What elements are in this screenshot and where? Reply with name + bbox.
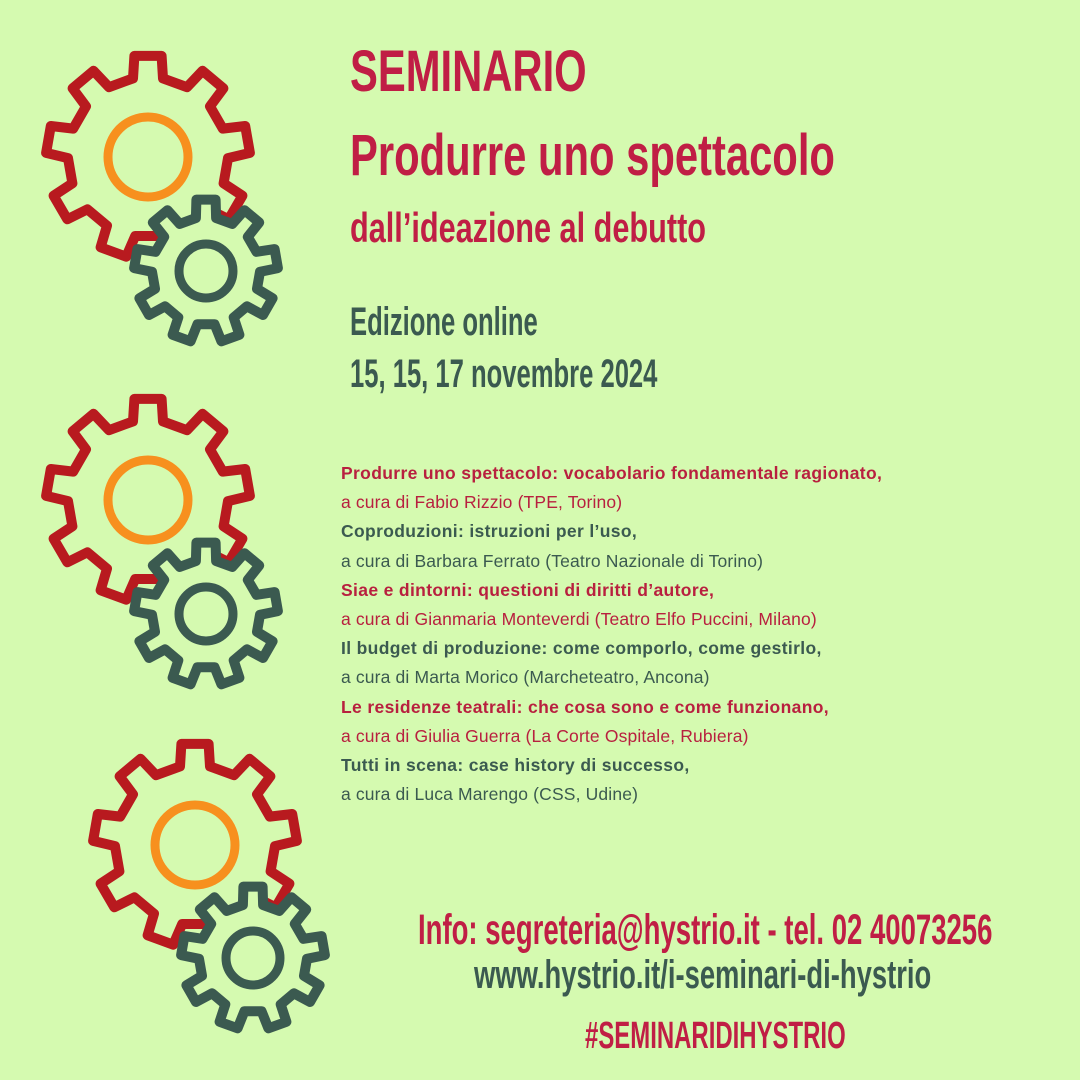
program-item xyxy=(341,636,1061,694)
program-item-title: Le residenze teatrali: che cosa sono e come funzionano, xyxy=(341,696,829,717)
program-item xyxy=(341,695,1061,753)
gear-pair-bottom-svg xyxy=(0,0,340,1080)
page-subtitle: dall’ideazione al debutto xyxy=(350,204,707,251)
program-item-curator: a cura di Luca Marengo (CSS, Udine) xyxy=(341,784,639,805)
gear-hub xyxy=(155,805,235,885)
program-item xyxy=(341,461,1061,519)
program-item-curator: a cura di Giulia Guerra (La Corte Ospitale, Rubiera) xyxy=(341,725,749,746)
small-gear-icon xyxy=(181,887,325,1029)
program-item-curator: a cura di Barbara Ferrato (Teatro Nazionale di Torino) xyxy=(341,550,764,571)
program-item-title: Produrre uno spettacolo: vocabolario fondamentale ragionato, xyxy=(341,463,883,483)
program-item xyxy=(341,753,1061,811)
program-item-title: Siae e dintorni: questioni di diritti d’autore, xyxy=(341,579,715,600)
program-item-curator: a cura di Marta Morico (Marcheteatro, Ancona) xyxy=(341,667,710,688)
seminar-label: SEMINARIO xyxy=(350,39,587,104)
program-item-curator: a cura di Gianmaria Monteverdi (Teatro Elfo Puccini, Milano) xyxy=(341,608,817,629)
page-title: Produrre uno spettacolo xyxy=(350,123,835,188)
contact-info: Info: segreteria@hystrio.it - tel. 02 40073256 xyxy=(418,906,993,954)
hashtag: #SEMINARIDIHYSTRIO xyxy=(585,1015,846,1057)
edition-dates: 15, 15, 17 novembre 2024 xyxy=(350,352,658,396)
program-list xyxy=(341,461,1061,811)
program-item xyxy=(341,578,1061,636)
program-item-title: Tutti in scena: case history di successo, xyxy=(341,754,690,775)
edition-label: Edizione online xyxy=(350,300,538,344)
gear-group-bottom xyxy=(0,0,340,1080)
website-link[interactable]: www.hystrio.it/i-seminari-di-hystrio xyxy=(474,953,932,997)
program-item-title: Il budget di produzione: come comporlo, come gestirlo, xyxy=(341,638,822,659)
program-item-title: Coproduzioni: istruzioni per l’uso, xyxy=(341,521,638,542)
program-item-curator: a cura di Fabio Rizzio (TPE, Torino) xyxy=(341,492,623,513)
gear-outline xyxy=(181,887,325,1029)
program-item xyxy=(341,519,1061,577)
